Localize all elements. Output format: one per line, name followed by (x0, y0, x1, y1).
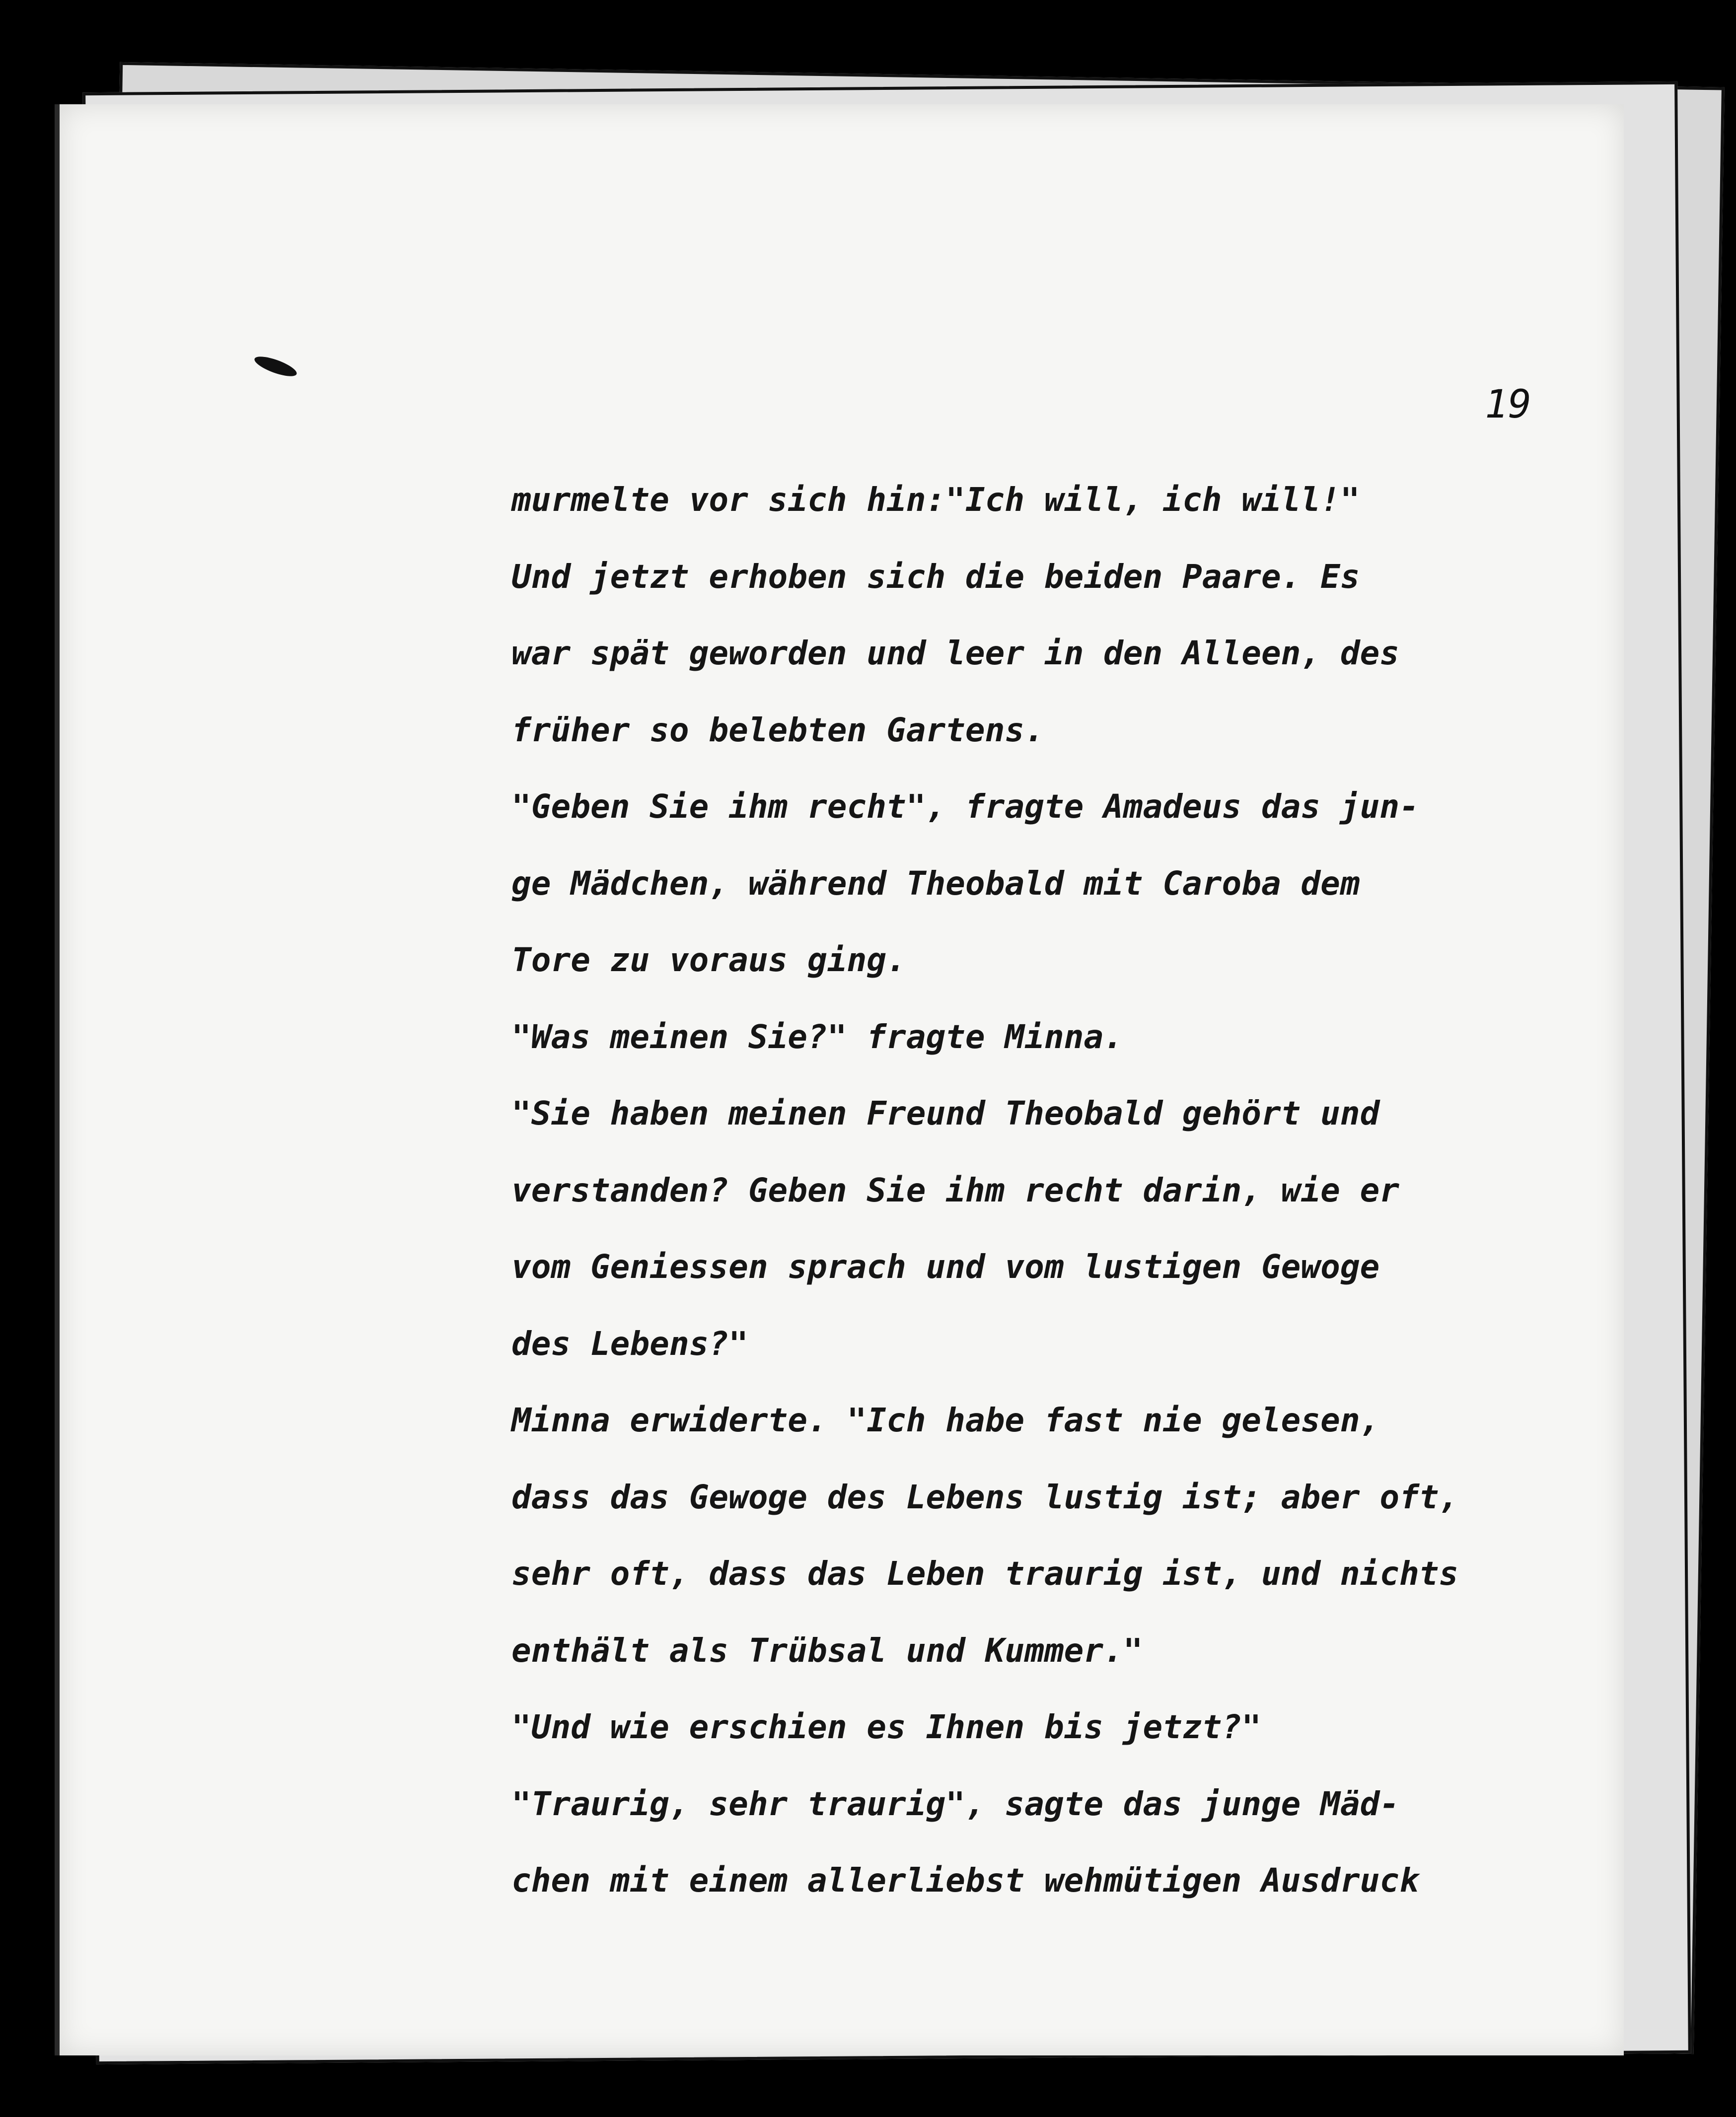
text-line: chen mit einem allerliebst wehmütigen Ausdruck (511, 1861, 1419, 1900)
text-line: "Sie haben meinen Freund Theobald gehört und (511, 1094, 1380, 1132)
page-body (511, 462, 1664, 1919)
text-line: "Geben Sie ihm recht", fragte Amadeus das jun- (511, 787, 1419, 826)
text-line: "Was meinen Sie?" fragte Minna. (511, 1017, 1123, 1056)
text-line: "Traurig, sehr traurig", sagte das junge Mäd- (511, 1784, 1400, 1823)
typewritten-page (55, 104, 1624, 2055)
text-line: enthält als Trübsal und Kummer." (511, 1631, 1143, 1670)
text-line: Minna erwiderte. "Ich habe fast nie gelesen, (511, 1401, 1380, 1439)
text-line: Tore zu voraus ging. (511, 941, 906, 979)
text-line: verstanden? Geben Sie ihm recht darin, wie er (511, 1171, 1400, 1209)
page-number: 19 (1485, 382, 1531, 427)
text-line: ge Mädchen, während Theobald mit Caroba dem (511, 864, 1360, 903)
ink-blot (252, 353, 298, 380)
text-line: "Und wie erschien es Ihnen bis jetzt?" (511, 1708, 1261, 1746)
text-line: murmelte vor sich hin:"Ich will, ich will!" (511, 481, 1360, 519)
text-line: des Lebens?" (511, 1324, 748, 1363)
text-line: sehr oft, dass das Leben traurig ist, und nichts (511, 1554, 1459, 1593)
text-line: dass das Gewoge des Lebens lustig ist; aber oft, (511, 1478, 1459, 1516)
text-line: war spät geworden und leer in den Alleen, des (511, 634, 1400, 672)
text-line: früher so belebten Gartens. (511, 710, 1044, 749)
text-line: Und jetzt erhoben sich die beiden Paare. Es (511, 557, 1360, 596)
text-line: vom Geniessen sprach und vom lustigen Gewoge (511, 1248, 1380, 1286)
